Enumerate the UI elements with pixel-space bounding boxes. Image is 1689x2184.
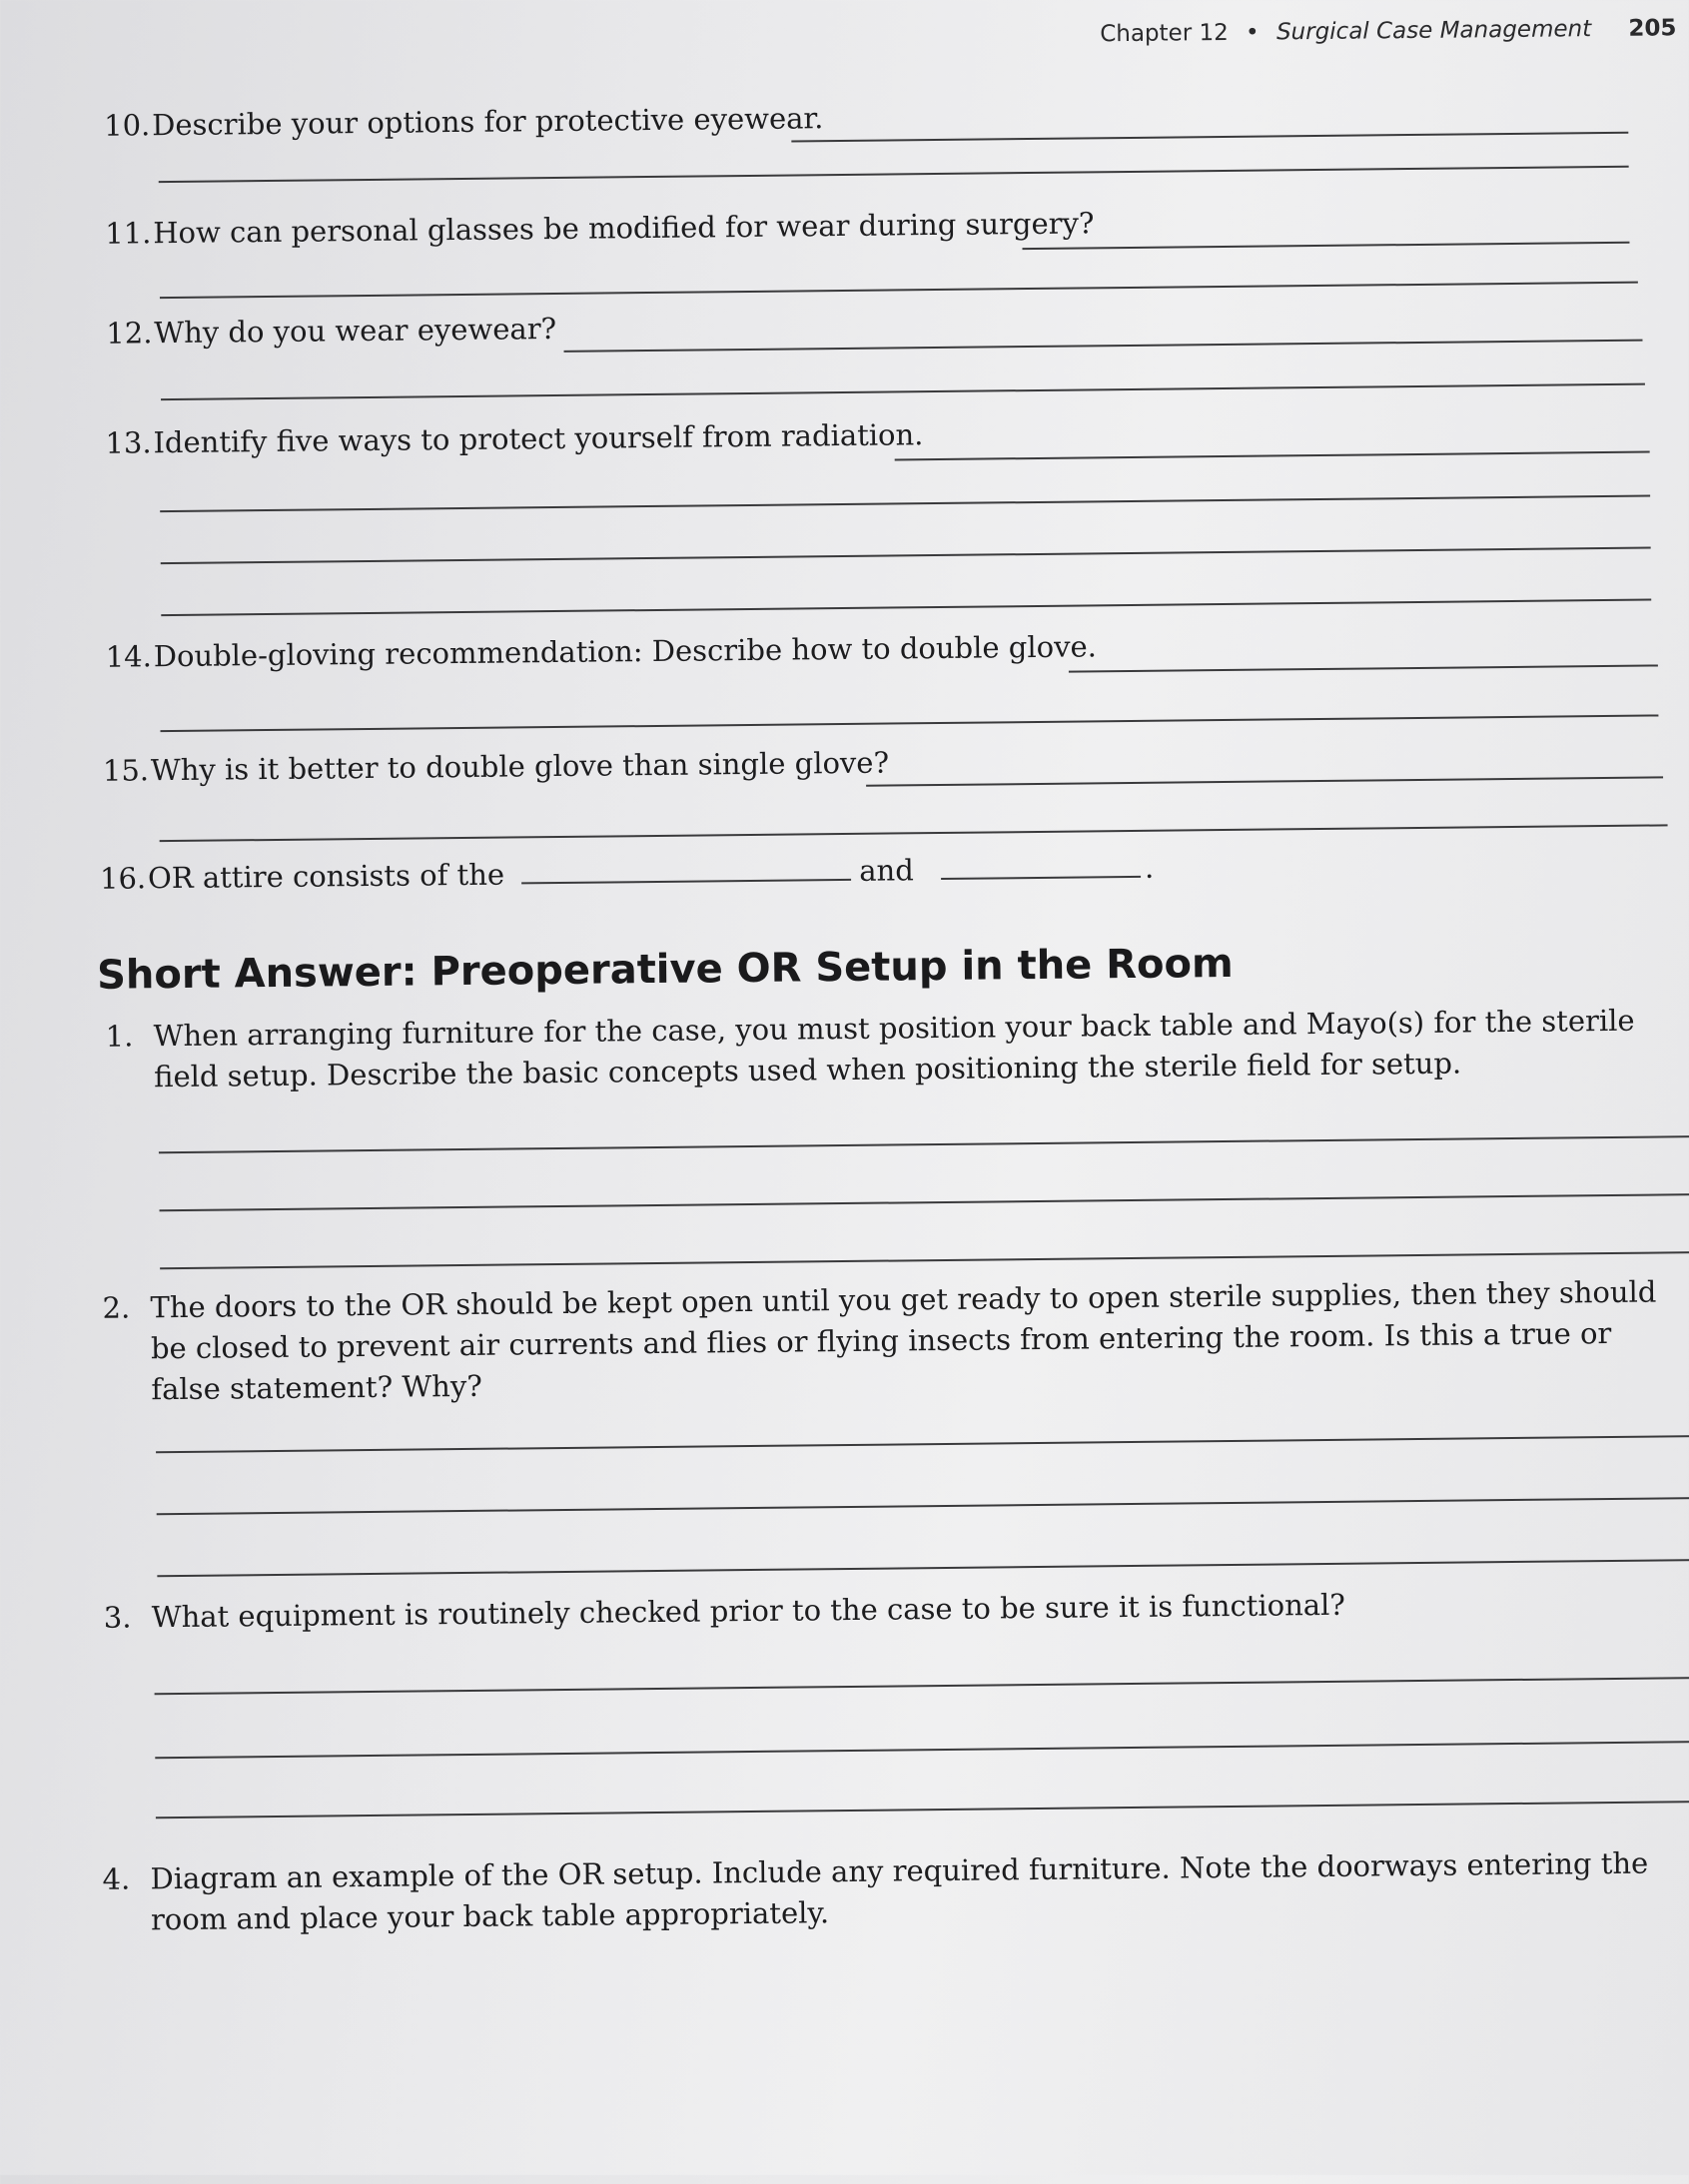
fill-in-blank[interactable] [941, 874, 1141, 880]
question-text: Identify five ways to protect yourself from radiation. [153, 417, 924, 460]
chapter-title: Surgical Case Management [1275, 16, 1592, 46]
short-answer-2 [102, 1271, 1679, 1410]
short-answer-4 [102, 1842, 1689, 1940]
question-number: 15. [102, 753, 150, 788]
question-number: 3. [103, 1600, 132, 1635]
question-number: 2. [102, 1290, 131, 1325]
question-text: Describe your options for protective eyewear. [151, 101, 824, 143]
question-text-b: and [859, 853, 914, 888]
question-number: 14. [105, 639, 153, 674]
answer-line[interactable] [159, 1135, 1689, 1153]
question-text: Diagram an example of the OR setup. Include any required furniture. Note the doorways entering the room and place your back table appropriately. [150, 1845, 1649, 1937]
answer-line[interactable] [160, 1251, 1689, 1269]
answer-line[interactable] [157, 1497, 1689, 1515]
answer-line[interactable] [157, 1559, 1689, 1577]
answer-line[interactable] [156, 1801, 1689, 1819]
page-header [1100, 15, 1676, 47]
diagram-area[interactable] [151, 1949, 1651, 2165]
question-13 [105, 414, 923, 463]
question-number: 16. [99, 861, 147, 896]
answer-line[interactable] [155, 1677, 1689, 1695]
answer-line[interactable] [161, 599, 1651, 617]
question-number: 10. [103, 108, 151, 143]
question-12 [106, 309, 556, 354]
question-16 [100, 848, 1155, 899]
page-number: 205 [1628, 15, 1677, 42]
question-text: How can personal glasses be modified for wear during surgery? [153, 206, 1095, 251]
answer-line[interactable] [161, 547, 1651, 565]
answer-line[interactable] [161, 383, 1645, 401]
question-11 [105, 203, 1095, 253]
question-text: Why is it better to double glove than single glove? [150, 745, 890, 788]
question-text: The doors to the OR should be kept open until you get ready to open sterile supplies, then they should be closed to prevent air currents and flies or flying insects from entering the room. Is this a true or false statement? Why? [150, 1274, 1657, 1407]
answer-line[interactable] [791, 132, 1628, 143]
question-number: 12. [106, 316, 153, 351]
question-number: 13. [105, 425, 152, 460]
question-text-a: OR attire consists of the [147, 857, 505, 896]
question-10 [104, 98, 824, 146]
question-text: When arranging furniture for the case, you must position your back table and Mayo(s) for the sterile field setup. Describe the basic concepts used when positioning the sterile field for setup. [153, 1003, 1635, 1094]
short-answer-1 [105, 1001, 1652, 1098]
short-answer-3 [103, 1581, 1680, 1638]
question-text: Double-gloving recommendation: Describe how to double glove. [153, 629, 1098, 674]
answer-line[interactable] [160, 824, 1668, 842]
chapter-label: Chapter 12 [1100, 19, 1229, 48]
question-number: 11. [105, 216, 152, 251]
answer-line[interactable] [155, 1741, 1689, 1759]
answer-line[interactable] [160, 282, 1638, 299]
question-15 [103, 743, 890, 791]
question-number: 1. [105, 1019, 134, 1054]
question-text: What equipment is routinely checked prior to the case to be sure it is functional? [151, 1587, 1346, 1635]
answer-line[interactable] [1069, 664, 1658, 672]
header-bullet: • [1245, 19, 1260, 46]
answer-line[interactable] [160, 714, 1658, 732]
question-number: 4. [102, 1861, 131, 1896]
answer-line[interactable] [160, 495, 1650, 513]
question-14 [106, 626, 1098, 676]
answer-line[interactable] [156, 1435, 1689, 1453]
answer-line[interactable] [160, 1193, 1689, 1211]
fill-in-blank[interactable] [521, 877, 851, 884]
question-text-c: . [1144, 850, 1155, 885]
answer-line[interactable] [1022, 242, 1629, 250]
section-heading: Short Answer: Preoperative OR Setup in the Room [96, 940, 1234, 999]
question-text: Why do you wear eyewear? [154, 311, 557, 351]
answer-line[interactable] [159, 166, 1629, 183]
answer-line[interactable] [564, 340, 1643, 353]
answer-line[interactable] [866, 776, 1663, 786]
answer-line[interactable] [895, 451, 1650, 461]
